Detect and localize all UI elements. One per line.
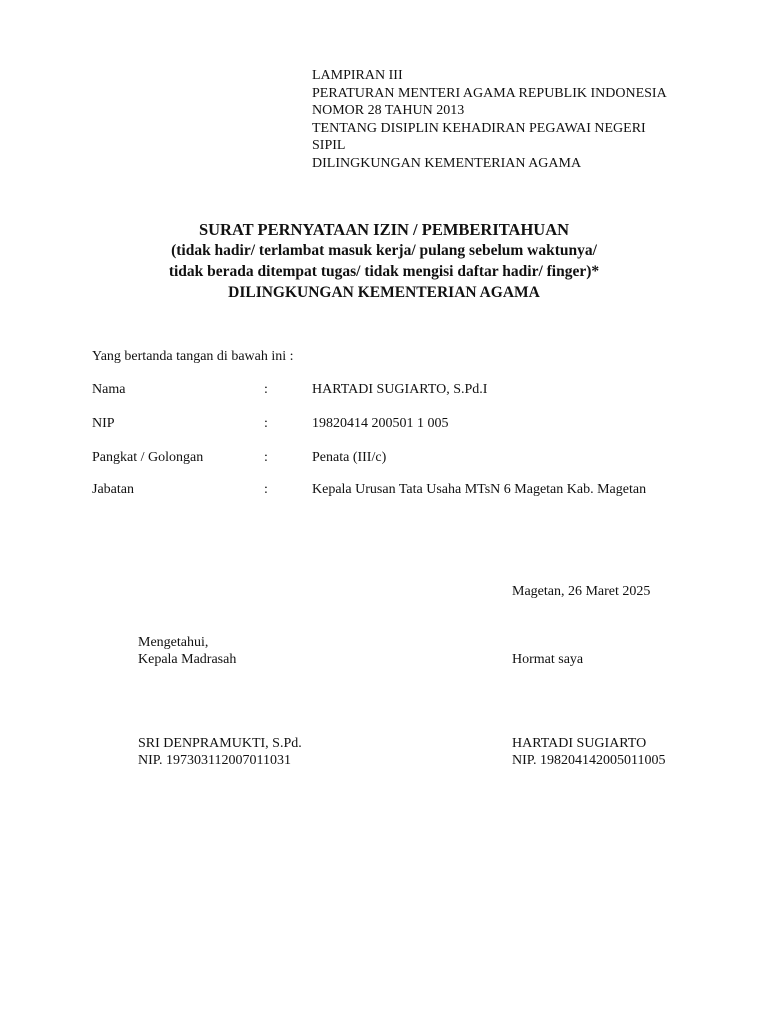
field-colon: : [264, 416, 268, 431]
left-signatory-nip: NIP. 197303112007011031 [138, 753, 291, 768]
left-signature-block [138, 634, 236, 668]
field-colon: : [264, 482, 268, 497]
left-signatory [138, 735, 302, 769]
lampiran-line-1: LAMPIRAN III [312, 68, 403, 83]
field-row-nama [92, 382, 732, 400]
field-value: Kepala Urusan Tata Usaha MTsN 6 Magetan Kab. Magetan [312, 482, 647, 497]
lampiran-line-4: TENTANG DISIPLIN KEHADIRAN PEGAWAI NEGERI [312, 120, 646, 136]
acknowledged-label: Mengetahui, [138, 635, 209, 650]
right-signatory-nip: NIP. 198204142005011005 [512, 753, 666, 768]
document-subtitle-3: DILINGKUNGAN KEMENTERIAN AGAMA [228, 284, 540, 301]
intro-text: Yang bertanda tangan di bawah ini : [92, 349, 294, 364]
field-colon: : [264, 450, 268, 465]
right-signatory-name: HARTADI SUGIARTO [512, 736, 647, 751]
principal-title: Kepala Madrasah [138, 652, 237, 667]
regards-label: Hormat saya [512, 652, 584, 667]
lampiran-line-5: SIPIL [312, 138, 346, 153]
field-value: Penata (III/c) [312, 450, 387, 465]
document-title: SURAT PERNYATAAN IZIN / PEMBERITAHUAN [198, 220, 570, 239]
lampiran-line-3: NOMOR 28 TAHUN 2013 [312, 103, 465, 118]
place-date: Magetan, 26 Maret 2025 [512, 584, 651, 599]
lampiran-line-2: PERATURAN MENTERI AGAMA REPUBLIK INDONESIA [312, 85, 667, 101]
field-row-pangkat [92, 450, 732, 468]
field-label: Nama [92, 382, 126, 397]
field-row-jabatan [92, 482, 732, 500]
field-value: HARTADI SUGIARTO, S.Pd.I [312, 382, 488, 397]
right-signatory [512, 735, 666, 769]
field-row-nip [92, 416, 732, 434]
lampiran-line-6: DILINGKUNGAN KEMENTERIAN AGAMA [312, 155, 582, 171]
document-subtitle-1: (tidak hadir/ terlambat masuk kerja/ pulang sebelum waktunya/ [171, 242, 597, 259]
field-value: 19820414 200501 1 005 [312, 416, 449, 431]
field-colon: : [264, 382, 268, 397]
lampiran-header [312, 67, 732, 172]
document-subtitle-2: tidak berada ditempat tugas/ tidak mengisi daftar hadir/ finger)* [168, 263, 600, 280]
document-title-block [0, 219, 768, 303]
field-label: Jabatan [92, 482, 134, 497]
left-signatory-name: SRI DENPRAMUKTI, S.Pd. [138, 736, 302, 751]
field-label: NIP [92, 416, 115, 431]
field-label: Pangkat / Golongan [92, 450, 204, 465]
